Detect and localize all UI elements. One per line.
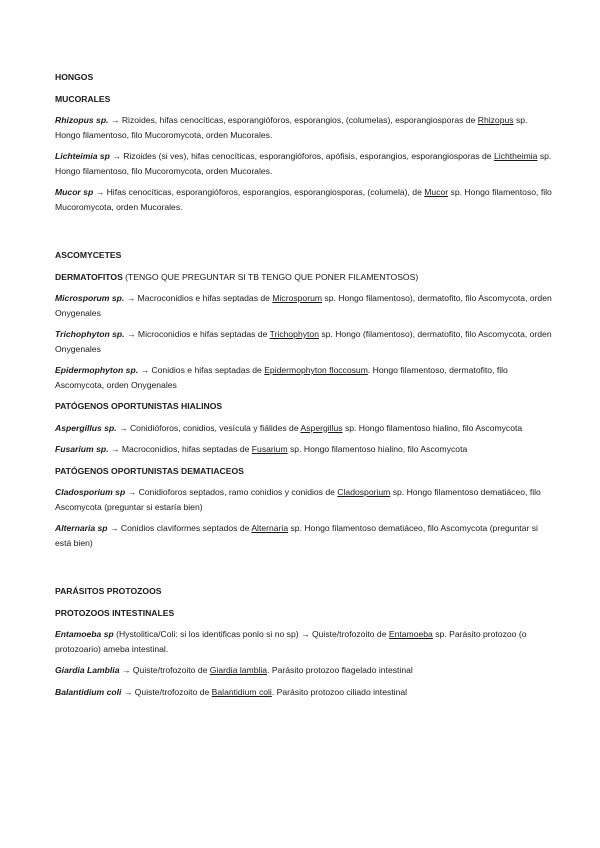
section-heading-parasitos: PARÁSITOS PROTOZOOS xyxy=(55,586,162,596)
entry-text: → Macroconidios, hifas septadas de xyxy=(108,444,252,454)
entry-entamoeba xyxy=(55,627,555,656)
species-link: Balantidium coli xyxy=(211,686,272,697)
entry-text: → Hifas cenocíticas, esporangióforos, esporangios, esporangiosporas, (columela), de xyxy=(93,187,425,197)
species-name: Balantidium coli xyxy=(55,686,122,697)
section-heading-hialinos: PATÓGENOS OPORTUNISTAS HIALINOS xyxy=(55,401,223,411)
species-name: Rhizopus sp. xyxy=(55,115,109,125)
entry-text: sp. Hongo (filamentoso), dermatofito, filo Ascomycota, orden Onygenales xyxy=(55,329,552,354)
entry-cladosporium xyxy=(55,485,555,514)
entry-text: → Quiste/trofozoito de xyxy=(119,665,210,675)
species-name: Microsporum sp. xyxy=(55,293,125,303)
entry-text: sp. Hongo filamentoso hialino, filo Ascomycota xyxy=(342,422,523,433)
species-link: Cladosporium xyxy=(337,487,391,497)
species-link: Microsporum xyxy=(272,293,323,303)
entry-lichteimia xyxy=(55,149,555,178)
entry-mucor xyxy=(55,185,555,214)
entry-text: sp. Hongo filamentoso dematiáceo, filo Ascomycota (preguntar si estaría bien) xyxy=(55,487,541,512)
species-name: Cladosporium sp xyxy=(55,487,126,497)
species-link: Fusarium xyxy=(251,444,288,454)
entry-text: → Rizoides (si ves), hifas cenocíticas, esporangióforos, apófisis, esporangios, esporangiosporas de xyxy=(109,151,494,161)
species-name: Trichophyton sp. xyxy=(55,329,125,339)
entry-text: → Conidióforos, conidios, vesícula y fiálides de xyxy=(116,422,301,433)
entry-trichophyton xyxy=(55,327,555,356)
section-heading-ascomycetes: ASCOMYCETES xyxy=(55,250,122,260)
entry-text: sp. Hongo filamentoso, filo Mucoromycota, orden Mucorales. xyxy=(55,187,552,212)
entry-fusarium xyxy=(55,442,555,457)
entry-text: → Macroconidios e hifas septadas de xyxy=(124,293,273,303)
species-link: Alternaria xyxy=(251,523,289,533)
entry-rhizopus xyxy=(55,113,555,142)
entry-text: sp. Hongo filamentoso dematiáceo, filo Ascomycota (preguntar si está bien) xyxy=(55,523,538,548)
entry-text: → Conidios e hifas septadas de xyxy=(138,365,265,375)
section-heading-dermatofitos xyxy=(55,270,555,285)
species-link: Entamoeba xyxy=(388,629,433,639)
species-link: Mucor xyxy=(424,187,449,197)
entry-epidermophyton xyxy=(55,363,555,392)
entry-text: → Conidios claviformes septados de xyxy=(107,523,252,533)
species-name: Giardia Lamblia xyxy=(55,665,120,675)
species-name: Aspergillus sp. xyxy=(55,422,117,433)
species-name: Epidermophyton sp. xyxy=(55,365,139,375)
species-link: Lichtheimia xyxy=(493,151,538,161)
entry-text: → Conidioforos septados, ramo conidios y conidios de xyxy=(125,487,338,497)
entry-text: sp. Hongo filamentoso, filo Mucoromycota, orden Mucorales. xyxy=(55,115,528,140)
entry-text: . Parásito protozoo flagelado intestinal xyxy=(267,665,413,675)
section-heading-dematiaceos: PATÓGENOS OPORTUNISTAS DEMATIACEOS xyxy=(55,465,244,476)
entry-text: . Hongo filamentoso, dermatofito, filo Ascomycota, orden Onygenales xyxy=(55,365,508,390)
entry-alternaria xyxy=(55,521,555,550)
entry-text: . Parásito protozoo ciliado intestinal xyxy=(271,686,408,697)
doc-title: HONGOS xyxy=(55,72,94,82)
entry-text: → Quiste/trofozoito de xyxy=(121,686,212,697)
species-link: Trichophyton xyxy=(269,329,319,339)
species-name: Mucor sp xyxy=(55,187,94,197)
entry-aspergillus xyxy=(55,421,555,436)
entry-microsporum xyxy=(55,291,555,320)
entry-text: (Hystolitica/Coli: si los identificas ponlo si no sp) → Quiste/trofozoito de xyxy=(113,629,389,639)
entry-text: sp. Hongo filamentoso, filo Mucoromycota, orden Mucorales. xyxy=(55,151,552,176)
entry-text: sp. Hongo filamentoso hialino, filo Ascomycota xyxy=(287,444,468,454)
species-link: Giardia lamblia xyxy=(209,665,268,675)
species-link: Rhizopus xyxy=(477,115,514,125)
entry-giardia xyxy=(55,663,555,678)
entry-balantidium xyxy=(55,685,555,700)
species-name: Lichteimia sp xyxy=(55,151,110,161)
heading-text: DERMATOFITOS xyxy=(55,271,123,282)
species-name: Entamoeba sp xyxy=(55,629,114,639)
entry-text: → Rizoides, hifas cenocíticas, esporangióforos, esporangios, (columelas), esporangiosporas de xyxy=(108,115,478,125)
section-heading-mucorales: MUCORALES xyxy=(55,93,111,104)
document-page xyxy=(55,70,555,706)
species-link: Aspergillus xyxy=(300,422,343,433)
species-link: Epidermophyton floccosum xyxy=(264,365,368,375)
species-name: Alternaria sp xyxy=(55,523,108,533)
species-name: Fusarium sp. xyxy=(55,444,109,454)
entry-text: sp. Hongo filamentoso), dermatofito, filo Ascomycota, orden Onygenales xyxy=(55,293,552,318)
section-heading-intestinales: PROTOZOOS INTESTINALES xyxy=(55,607,175,618)
entry-text: sp. Parásito protozoo (o protozoario) ameba intestinal. xyxy=(55,629,527,654)
entry-text: → Microconidios e hifas septadas de xyxy=(124,329,270,339)
heading-note: (TENGO QUE PREGUNTAR SI TB TENGO QUE PONER FILAMENTOSOS) xyxy=(122,271,419,282)
